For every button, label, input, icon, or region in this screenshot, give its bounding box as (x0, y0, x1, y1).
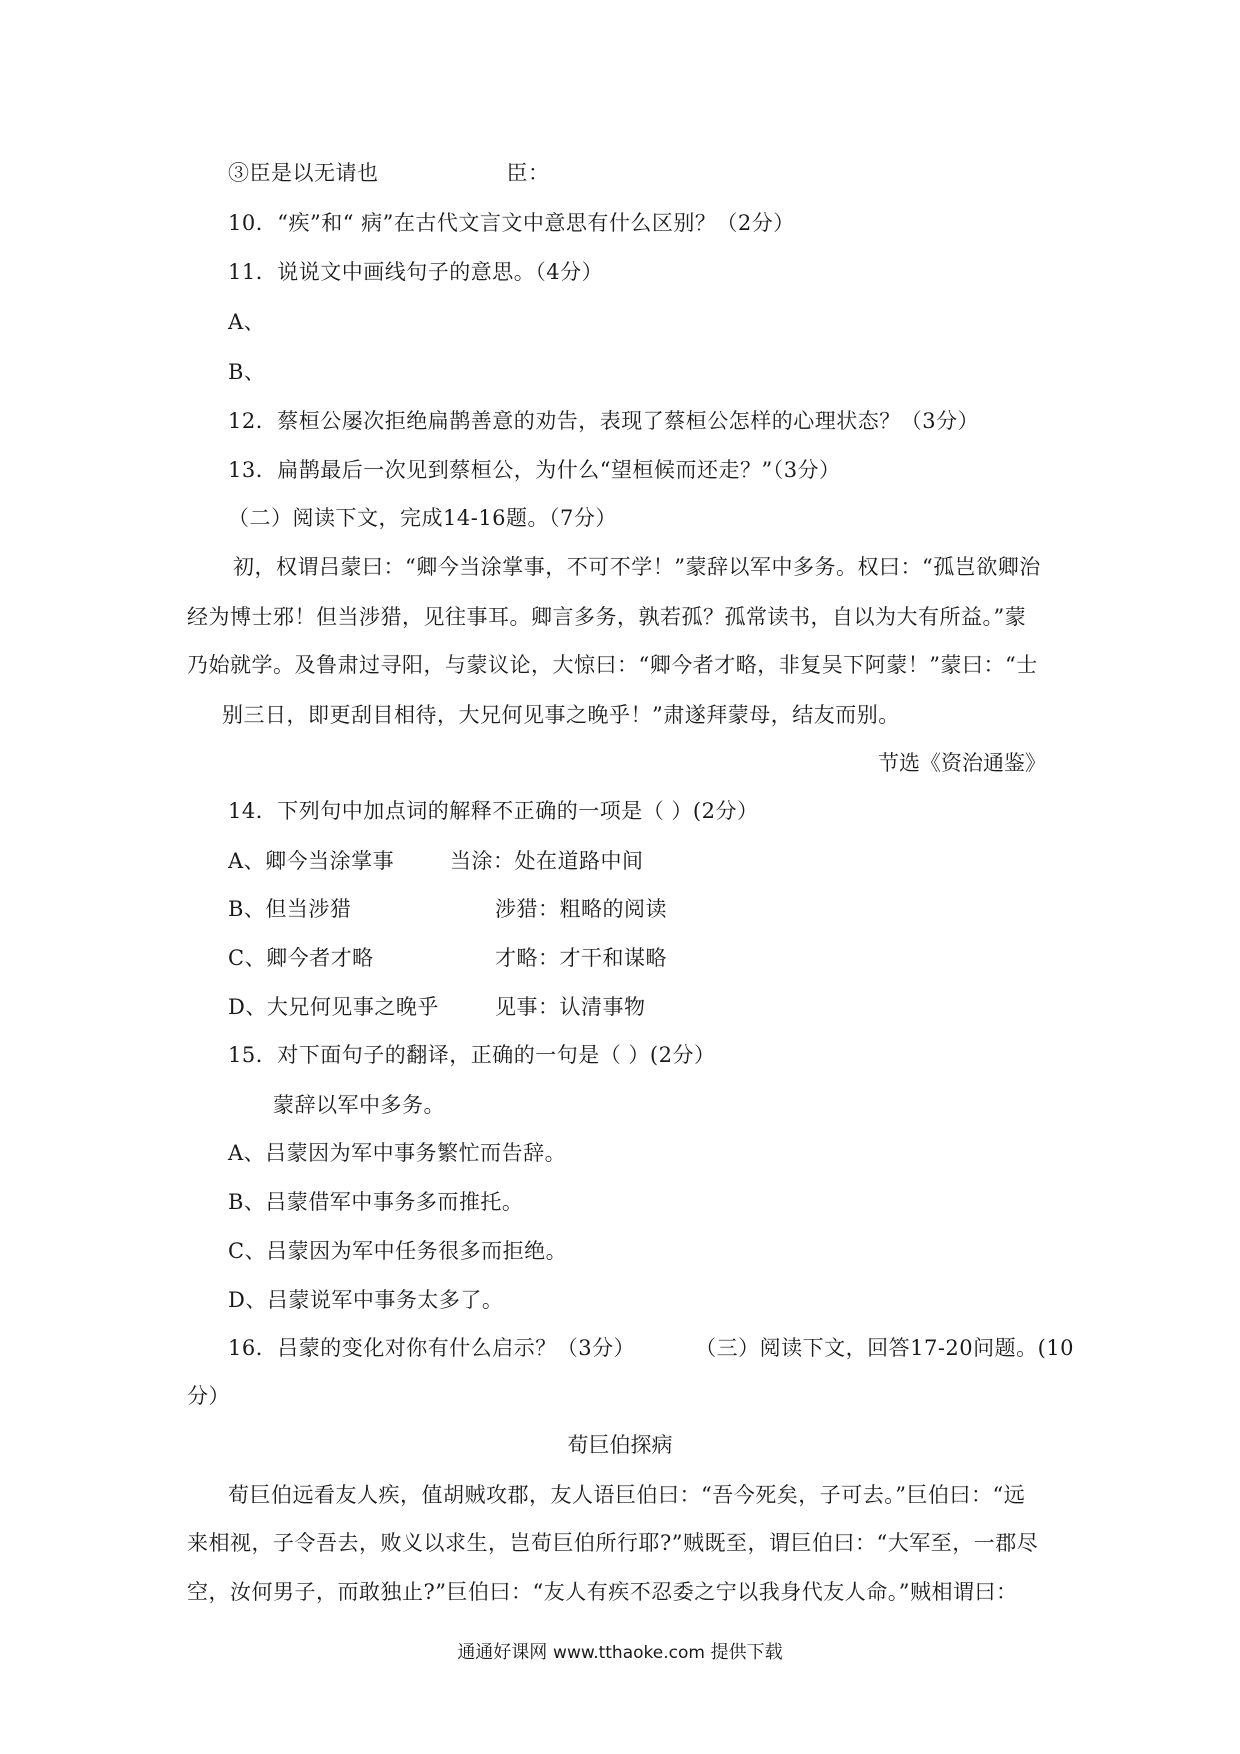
option-row (228, 992, 646, 1022)
passage-line: 空，汝何男子，而敢独止?”巨伯曰：“友人有疾不忍委之宁以我身代友人命。”贼相谓曰： (187, 1580, 1018, 1604)
question-11: 11．说说文中画线句子的意思。（4分） (228, 260, 604, 284)
question-12: 12．蔡桓公屡次拒绝扁鹊善意的劝告，表现了蔡桓公怎样的心理状态？（3分） (228, 409, 980, 433)
passage-line: 别三日，即更刮目相待，大兄何见事之晚乎！”肃遂拜蒙母，结友而别。 (222, 703, 900, 727)
passage-title: 荀巨伯探病 (567, 1433, 673, 1457)
option-sentence: B、但当涉猎 (228, 897, 352, 921)
passage-line: 乃始就学。及鲁肃过寻阳，与蒙议论，大惊曰：“卿今者才略，非复吴下阿蒙！”蒙曰：“士 (187, 653, 1038, 677)
passage-line: 来相视，子令吾去，败义以求生，岂荀巨伯所行耶?”贼既至，谓巨伯曰：“大军至，一郡尽 (187, 1531, 1039, 1555)
question-15-sentence: 蒙辞以军中多务。 (273, 1093, 445, 1117)
section-3-heading: （三）阅读下文，回答17-20问题。(10 (695, 1336, 1075, 1360)
text-segment: ③臣是以无请也 (228, 161, 379, 185)
passage-source: 节选《资治通鉴》 (878, 751, 1046, 775)
option-explanation: 当涂：处在道路中间 (450, 849, 644, 873)
option-sentence: C、卿今者才略 (228, 946, 374, 970)
page-footer (0, 1640, 1240, 1666)
option-row (228, 943, 667, 973)
question-10: 10．“疾”和“ 病”在古代文言文中意思有什么区别？（2分） (228, 211, 795, 235)
question-14: 14．下列句中加点词的解释不正确的一项是（ ）(2分） (228, 799, 759, 823)
section-2-heading: （二）阅读下文，完成14-16题。（7分） (228, 506, 617, 530)
passage-line: 荀巨伯远看友人疾，值胡贼攻郡，友人语巨伯曰：“吾今死矣，子可去。”巨伯曰：“远 (228, 1483, 1026, 1507)
option-row (228, 894, 667, 924)
question-15: 15．对下面句子的翻译，正确的一句是（ ）(2分） (228, 1043, 716, 1067)
passage-line: 初，权谓吕蒙曰：“卿今当涂掌事，不可不学！”蒙辞以军中多务。权曰：“孤岂欲卿治 (233, 555, 1041, 579)
option-row (228, 846, 644, 876)
text-segment: 臣： (506, 161, 550, 185)
option-line: B、吕蒙借军中事务多而推托。 (228, 1190, 524, 1214)
footer-tail: 提供下载 (710, 1642, 783, 1663)
option-sentence: D、大兄何见事之晚乎 (228, 995, 439, 1019)
question-13: 13．扁鹊最后一次见到蔡桓公，为什么“望桓候而还走？”（3分） (228, 458, 841, 482)
option-explanation: 才略：才干和谋略 (495, 946, 667, 970)
passage-line: 经为博士邪！但当涉猎，见往事耳。卿言多务，孰若孤？孤常读书，自以为大有所益。”蒙 (187, 605, 1027, 629)
text-line: 分） (187, 1384, 230, 1408)
text-line (228, 158, 550, 188)
option-sentence: A、卿今当涂掌事 (228, 849, 395, 873)
option-line: D、吕蒙说军中事务太多了。 (228, 1288, 504, 1312)
footer-url: www.tthaoke.com (553, 1643, 705, 1663)
option-line: A、吕蒙因为军中事务繁忙而告辞。 (228, 1141, 567, 1165)
option-line: C、吕蒙因为军中任务很多而拒绝。 (228, 1239, 568, 1263)
answer-label-a: A、 (228, 310, 266, 334)
question-16-text: 16．吕蒙的变化对你有什么启示？（3分） (228, 1336, 636, 1360)
option-explanation: 见事：认清事物 (495, 995, 646, 1019)
footer-site-name: 通通好课网 (457, 1642, 548, 1663)
option-explanation: 涉猎：粗略的阅读 (495, 897, 667, 921)
question-16 (228, 1333, 1074, 1363)
answer-label-b: B、 (228, 360, 266, 384)
